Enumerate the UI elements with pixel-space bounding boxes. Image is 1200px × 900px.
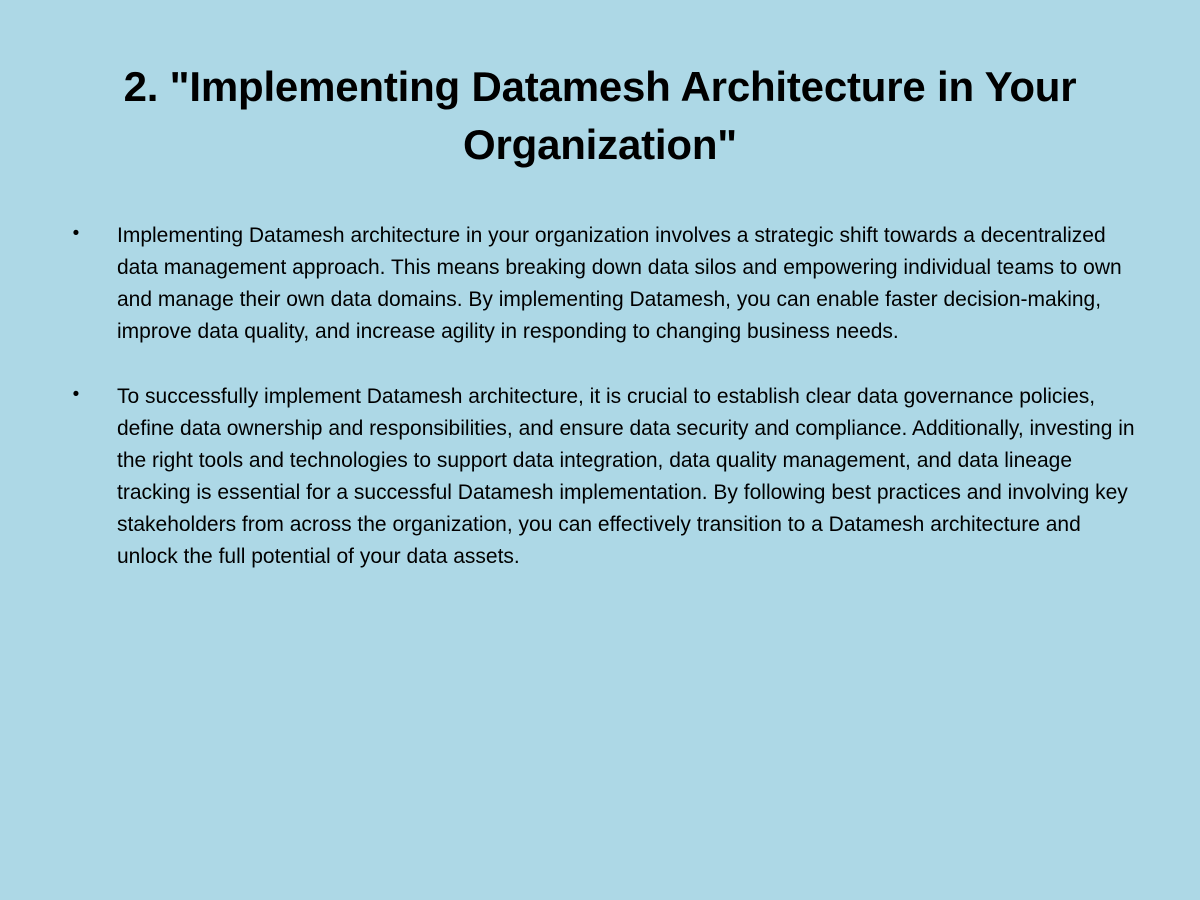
bullet-list [66, 220, 1136, 606]
bullet-item [66, 381, 1136, 573]
bullet-item [66, 220, 1136, 348]
bullet-point-icon: • [72, 384, 80, 405]
bullet-point-icon: • [72, 223, 80, 244]
slide-title: 2. "Implementing Datamesh Architecture in Your Organization" [123, 63, 1077, 168]
bullet-text: To successfully implement Datamesh architecture, it is crucial to establish clear data governance policies, define data ownership and responsibilities, and ensure data security and compliance. Additionally, investing in the right tools and technologies to support data integration, data quality management, and data lineage tracking is essential for a successful Datamesh implementation. By following best practices and involving key stakeholders from across the organization, you can effectively transition to a Datamesh architecture and unlock the full potential of your data assets. [117, 385, 1135, 568]
bullet-text: Implementing Datamesh architecture in your organization involves a strategic shift towards a decentralized data management approach. This means breaking down data silos and empowering individual teams to own and manage their own data domains. By implementing Datamesh, you can enable faster decision-making, improve data quality, and increase agility in responding to changing business needs. [117, 224, 1122, 343]
